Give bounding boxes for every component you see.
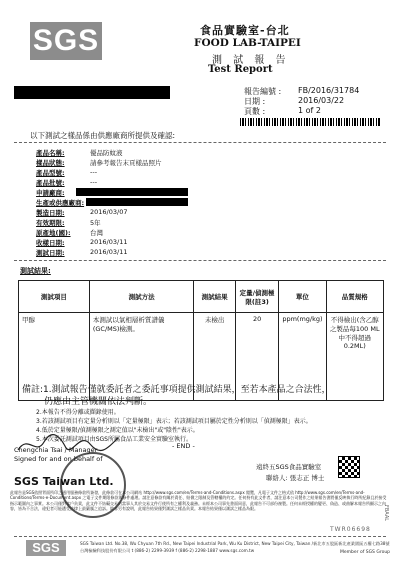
detection-limit: 20 <box>235 313 278 401</box>
field-value: 優品防蚊液 <box>90 149 123 157</box>
date-label: 日期 : <box>244 97 266 106</box>
field-label: 產品型號: <box>36 169 65 177</box>
footer-logo: SGS <box>26 540 66 556</box>
col-header: 測試項目 <box>19 281 90 313</box>
field-label: 產品批號: <box>36 179 65 187</box>
end-marker: - END - <box>172 442 195 450</box>
field-label: 收樣日期: <box>36 239 65 247</box>
redacted-address <box>14 86 170 99</box>
terms-fine-print: 此報告是SGS依照背面所印之通用服務條款所簽發，此條款可在本公司網站 http://www.sgs.com/en/Terms-and-Conditions.aspx 閱覽，凡電子文件之格式依 http://www.sgs.com/en/Terms-and-Conditions/Terms-e-Document.aspx 之電子文件期限條款與條件處理。請注意條款有關於責任、賠償之限制及管轄權的約定。任何持有此文件者，請注意本公司製作之結果報告書將僅反映執行時所紀錄且於接受指示範圍內之事實。本公司僅對客戶負責，此文件不妨礙交易的當事人其於交易文件行使所有之權利及義務。未經本公司事先書面同意，此報告不可部份複製。任何未經授權的變更、偽造、或曲解本報告所顯示之內容，皆為不合法，違犯者可能遭受法律上最嚴厲之追訴。除非另有說明，此報告結果僅對測試之樣品負責。本報告結果僅以測試之樣品為限。 <box>10 490 387 511</box>
company-name: SGS Taiwan Ltd. <box>14 475 114 488</box>
unit: ppm(mg/kg) <box>279 313 326 401</box>
report-date: 2016/03/22 <box>298 96 345 105</box>
col-header: 單位 <box>279 281 326 313</box>
field-value: 2016/03/11 <box>90 238 128 246</box>
field-value: 2016/03/11 <box>90 248 128 256</box>
field-value: 5年 <box>90 219 101 227</box>
footer-contact: 台灣檢驗科技股份有限公司 t (886-2) 2299-3939 f (886-2) 2298-1887 www.sgs.com.tw <box>80 548 255 553</box>
barcode <box>240 118 380 126</box>
note: 5.本次委託測試項目由SGS所屬食品工業安全實驗室執行。 <box>36 436 192 443</box>
field-label: 製造日期: <box>36 209 65 217</box>
side-code: FBAAL <box>383 505 389 522</box>
field-label: 有效期限: <box>36 219 65 227</box>
field-value: 請參考報告末頁樣品照片 <box>90 159 162 167</box>
col-header: 測試方法 <box>89 281 194 313</box>
report-no-label: 報告編號 : <box>244 87 282 96</box>
page-label: 頁數 : <box>244 107 266 116</box>
col-header: 定量/偵測極限(註3) <box>235 281 278 313</box>
test-method: 本測試以氣相層析質譜儀(GC/MS)檢測。 <box>89 313 194 401</box>
test-item: 甲醇 <box>19 313 90 401</box>
col-header: 測試結果 <box>194 281 235 313</box>
remark-label: 備註: <box>22 385 44 395</box>
quality-spec: 不得檢出(含乙醇之製品每100 ML中不得超過0.2ML) <box>326 313 383 401</box>
sgs-logo: SGS <box>30 22 102 60</box>
results-heading: 測試結果: <box>20 267 51 275</box>
field-label: 產品名稱: <box>36 149 65 157</box>
field-value: 2016/03/07 <box>90 208 128 216</box>
qr-code <box>338 456 360 478</box>
lab-name-cn: 食品實驗室-台北 <box>200 24 290 37</box>
note: 4.低於定量極限/偵測極限之測定值以"未檢出"或"陰性"表示。 <box>36 427 199 434</box>
redacted-manufacturer <box>86 198 188 206</box>
footer-address: SGS Taiwan Ltd. No.38, Wu Chyuan 7th Rd., New Taipei Industrial Park, Wu Ku District, New Taipei City, Taiwan /新北市五股區新北產業園區五權七路38號 <box>80 541 390 546</box>
field-label: 測試日期: <box>36 249 65 257</box>
field-label: 申請廠商: <box>36 189 65 197</box>
lab-name-en: FOOD LAB-TAIPEI <box>194 37 301 49</box>
report-no: FB/2016/31784 <box>298 86 360 95</box>
control-number: TWR06698 <box>330 526 371 533</box>
field-value: --- <box>90 178 98 186</box>
lab-contact: 遠終五SGS食品實驗室 <box>256 463 322 471</box>
intro-text: 以下測試之樣品係由供應廠商所提供及確認: <box>30 131 176 140</box>
col-header: 品質規格 <box>326 281 383 313</box>
field-label: 樣品狀態: <box>36 159 65 167</box>
redacted-applicant <box>76 188 188 196</box>
field-label: 生產或供應廠商: <box>36 199 85 207</box>
page-number: 1 of 2 <box>298 106 321 115</box>
signer-name: Chengchia Tsai / Manager <box>14 446 98 454</box>
remark-text: 1.測試報告僅就委託者之委託事項提供測試結果，至若本產品之合法性， <box>43 385 331 395</box>
signed-for: Signed for and on behalf of <box>14 455 103 463</box>
field-label: 原產地(國): <box>36 229 71 237</box>
lab-contact-person: 聯絡人: 張志正 博士 <box>266 474 325 482</box>
test-result: 未檢出 <box>194 313 235 401</box>
note: 3.若該測試項目有定量分析則以「定量極限」表示；若該測試項目屬於定性分析則以「偵測極限」表示。 <box>36 418 312 425</box>
field-value: 台灣 <box>90 229 103 237</box>
divider <box>14 142 386 143</box>
note: 2.本報告不得分離或擷錄使用。 <box>36 409 120 416</box>
divider <box>14 260 386 261</box>
field-value: --- <box>90 168 98 176</box>
divider <box>14 536 386 537</box>
report-title-cn: 測 試 報 告 <box>212 55 290 66</box>
report-title-en: Test Report <box>208 64 273 75</box>
remark-line-2: 仍應由主管機關依法判斷。 <box>44 397 153 407</box>
member-note: Member of SGS Group <box>340 550 391 555</box>
